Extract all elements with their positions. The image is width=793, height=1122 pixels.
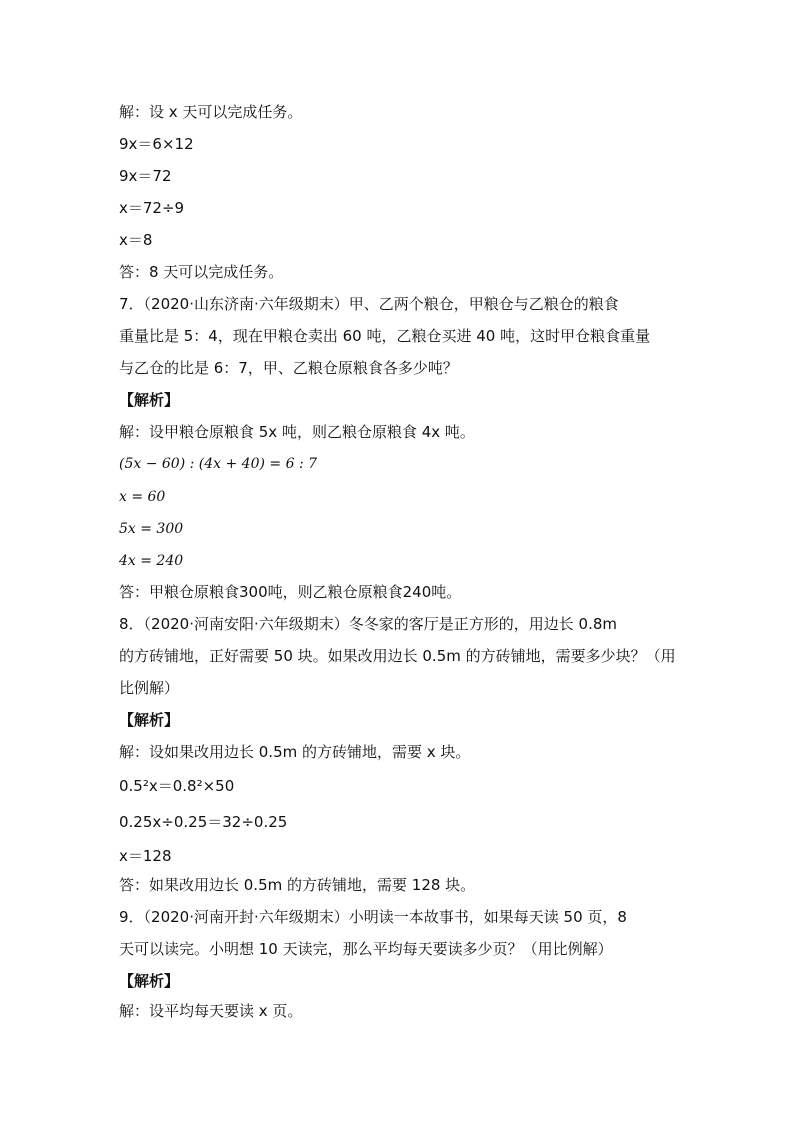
question-7-line: 与乙仓的比是 6：7，甲、乙粮仓原粮食各多少吨？ [119, 359, 458, 377]
question-9-line: 天可以读完。小明想 10 天读完，那么平均每天要读多少页？（用比例解） [119, 940, 613, 958]
answer-line: 答：8 天可以完成任务。 [119, 263, 284, 281]
equation-line: 0.25x÷0.25＝32÷0.25 [119, 813, 288, 831]
question-8-line: 的方砖铺地，正好需要 50 块。如果改用边长 0.5m 的方砖铺地，需要多少块？（用 [119, 647, 676, 665]
solution-intro: 解：设如果改用边长 0.5m 的方砖铺地，需要 x 块。 [119, 743, 471, 761]
solution-intro: 解：设平均每天要读 x 页。 [119, 1002, 303, 1020]
equation-line: 5x = 300 [119, 521, 184, 537]
solution-intro: 解：设甲粮仓原粮食 5x 吨，则乙粮仓原粮食 4x 吨。 [119, 423, 475, 441]
equation-line: 9x＝72 [119, 167, 172, 185]
question-8-line: 比例解） [119, 679, 180, 697]
analysis-heading: 【解析】 [119, 711, 180, 729]
analysis-heading: 【解析】 [119, 972, 180, 990]
equation-line: x＝128 [119, 847, 172, 865]
question-7-line: 重量比是 5：4，现在甲粮仓卖出 60 吨，乙粮仓买进 40 吨，这时甲仓粮食重量 [119, 327, 651, 345]
answer-line: 答：甲粮仓原粮食300吨，则乙粮仓原粮食240吨。 [119, 583, 462, 601]
equation-line: x＝8 [119, 231, 153, 249]
solution-intro: 解：设 x 天可以完成任务。 [119, 103, 303, 121]
analysis-heading: 【解析】 [119, 391, 180, 409]
question-8-line: 8．（2020·河南安阳·六年级期末）冬冬家的客厅是正方形的，用边长 0.8m [119, 615, 617, 633]
equation-line: x＝72÷9 [119, 199, 185, 217]
question-9-line: 9．（2020·河南开封·六年级期末）小明读一本故事书，如果每天读 50 页，8 [119, 908, 627, 926]
equation-line: x = 60 [119, 489, 166, 505]
equation-line: 4x = 240 [119, 553, 184, 569]
equation-line: (5x − 60) : (4x + 40) = 6 : 7 [119, 456, 318, 472]
equation-line: 0.5²x＝0.8²×50 [119, 777, 235, 795]
question-7-line: 7．（2020·山东济南·六年级期末）甲、乙两个粮仓，甲粮仓与乙粮仓的粮食 [119, 295, 619, 313]
answer-line: 答：如果改用边长 0.5m 的方砖铺地，需要 128 块。 [119, 876, 476, 894]
equation-line: 9x＝6×12 [119, 135, 194, 153]
